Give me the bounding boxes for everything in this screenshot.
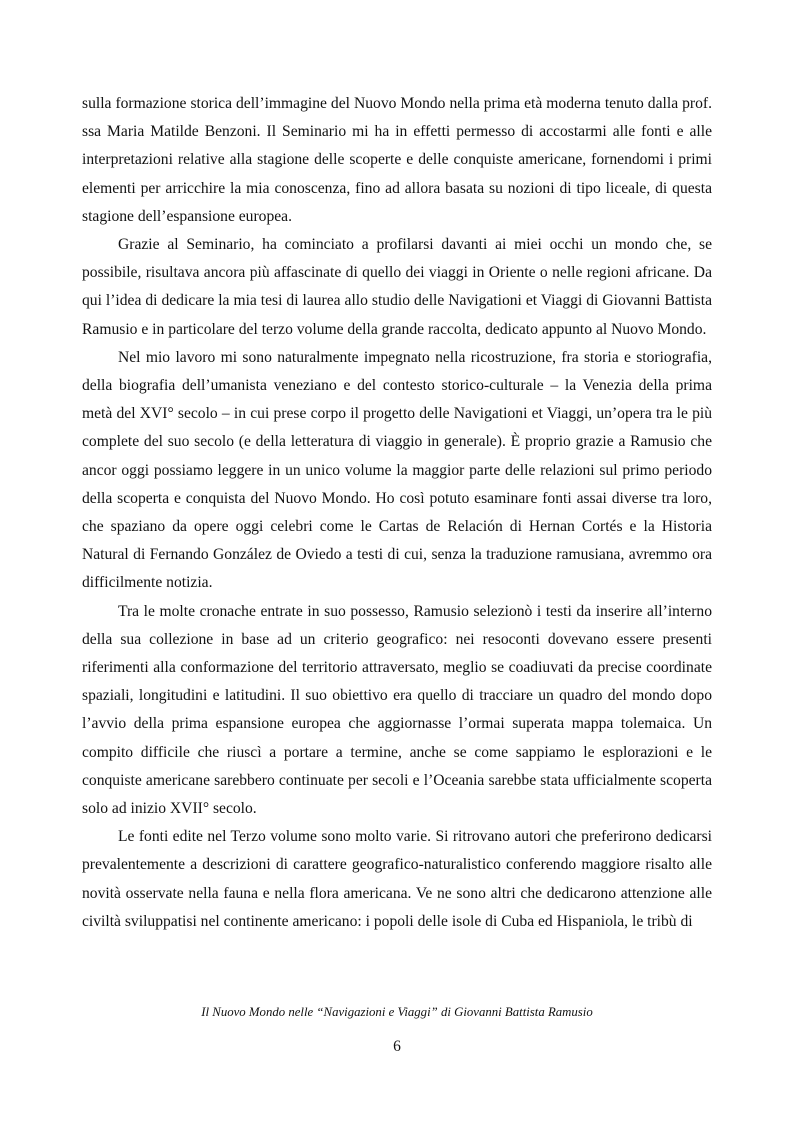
paragraph-1: sulla formazione storica dell’immagine del Nuovo Mondo nella prima età moderna tenuto dalla prof. ssa Maria Matilde Benzoni. Il Seminario mi ha in effetti permesso di accostarmi alle fonti e alle interpretazioni relative alla stagione delle scoperte e delle conquiste americane, fornendomi i primi elementi per arricchire la mia conoscenza, fino ad allora basata su nozioni di tipo liceale, di questa stagione dell’espansione europea. — [82, 95, 712, 225]
paragraph-5: Le fonti edite nel Terzo volume sono molto varie. Si ritrovano autori che preferirono dedicarsi prevalentemente a descrizioni di carattere geografico-naturalistico conferendo maggiore risalto alle novità osservate nella fauna e nella flora americana. Ve ne sono altri che dedicarono attenzione alle civiltà sviluppatisi nel continente americano: i popoli delle isole di Cuba ed Hispaniola, le tribù di — [82, 828, 712, 930]
paragraph-4: Tra le molte cronache entrate in suo possesso, Ramusio selezionò i testi da inserire all’interno della sua collezione in base ad un criterio geografico: nei resoconti dovevano essere presenti riferimenti alla conformazione del territorio attraversato, meglio se coadiuvati da precise coordinate spaziali, longitudini e latitudini. Il suo obiettivo era quello di tracciare un quadro del mondo dopo l’avvio della prima espansione europea che aggiornasse l’ormai superata mappa tolemaica. Un compito difficile che riuscì a portare a termine, anche se come sappiamo le esplorazioni e le conquiste americane sarebbero continuate per secoli e l’Oceania sarebbe stata ufficialmente scoperta solo ad inizio XVII° secolo. — [82, 602, 712, 818]
page-number: 6 — [393, 1038, 401, 1055]
footer-title: Il Nuovo Mondo nelle “Navigazioni e Viaggi” di Giovanni Battista Ramusio — [201, 1005, 593, 1019]
paragraph-2: Grazie al Seminario, ha cominciato a profilarsi davanti ai miei occhi un mondo che, se possibile, risultava ancora più affascinate di quello dei viaggi in Oriente o nelle regioni africane. Da qui l’idea di dedicare la mia tesi di laurea allo studio delle Navigationi et Viaggi di Giovanni Battista Ramusio e in particolare del terzo volume della grande raccolta, dedicato appunto al Nuovo Mondo. — [82, 236, 712, 338]
page-body — [82, 90, 712, 936]
paragraph-3: Nel mio lavoro mi sono naturalmente impegnato nella ricostruzione, fra storia e storiografia, della biografia dell’umanista veneziano e del contesto storico-culturale – la Venezia della prima metà del XVI° secolo – in cui prese corpo il progetto delle Navigationi et Viaggi, un’opera tra le più complete del suo secolo (e della letteratura di viaggio in generale). È proprio grazie a Ramusio che ancor oggi possiamo leggere in un unico volume la maggior parte delle relazioni sul primo periodo della scoperta e conquista del Nuovo Mondo. Ho così potuto esaminare fonti assai diverse tra loro, che spaziano da opere oggi celebri come le Cartas de Relación di Hernan Cortés e la Historia Natural di Fernando González de Oviedo a testi di cui, senza la traduzione ramusiana, avremmo ora difficilmente notizia. — [82, 348, 712, 592]
